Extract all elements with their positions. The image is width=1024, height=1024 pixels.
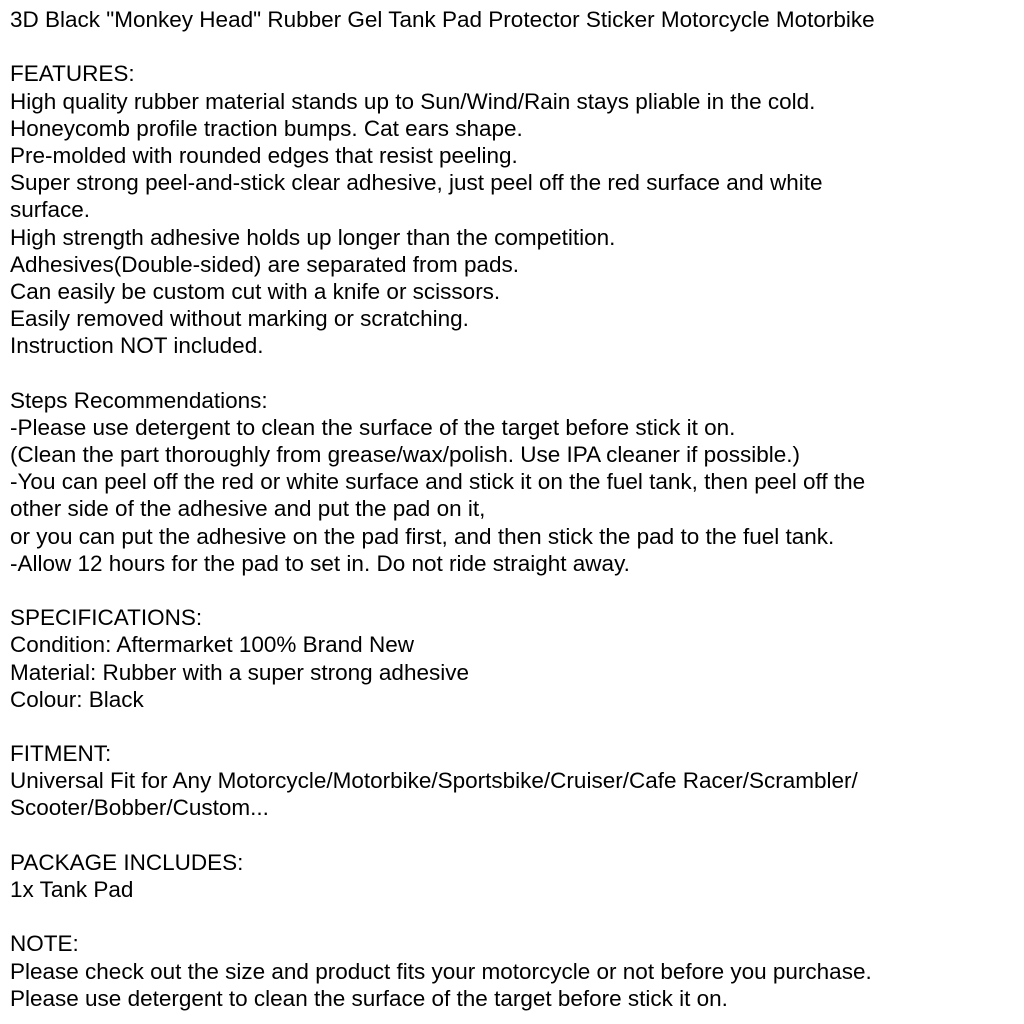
product-title: 3D Black "Monkey Head" Rubber Gel Tank Pad Protector Sticker Motorcycle Motorbike xyxy=(10,7,875,32)
spacer xyxy=(10,33,1020,60)
step-line: -Please use detergent to clean the surface of the target before stick it on. xyxy=(10,414,736,440)
package-section xyxy=(10,849,1020,903)
feature-line: High strength adhesive holds up longer than the competition. xyxy=(10,224,616,250)
spacer xyxy=(10,577,1020,604)
steps-heading: Steps Recommendations: xyxy=(10,387,268,413)
fitment-heading: FITMENT: xyxy=(10,741,112,767)
product-description xyxy=(10,6,1020,1012)
spec-line: Condition: Aftermarket 100% Brand New xyxy=(10,632,414,658)
note-line: Please check out the size and product fits your motorcycle or not before you purchase. xyxy=(10,958,872,984)
features-heading: FEATURES: xyxy=(10,61,135,87)
fitment-line: Universal Fit for Any Motorcycle/Motorbike/Sportsbike/Cruiser/Cafe Racer/Scrambler/ xyxy=(10,768,858,794)
step-line: (Clean the part thoroughly from grease/wax/polish. Use IPA cleaner if possible.) xyxy=(10,442,800,467)
note-heading: NOTE: xyxy=(10,931,79,957)
spec-line: Material: Rubber with a super strong adhesive xyxy=(10,659,469,685)
step-line: -Allow 12 hours for the pad to set in. Do not ride straight away. xyxy=(10,550,630,576)
feature-line: Easily removed without marking or scratching. xyxy=(10,306,469,332)
fitment-line: Scooter/Bobber/Custom... xyxy=(10,795,269,821)
feature-line: Instruction NOT included. xyxy=(10,333,264,359)
steps-section xyxy=(10,387,1020,577)
step-line: or you can put the adhesive on the pad first, and then stick the pad to the fuel tank. xyxy=(10,523,835,549)
step-line: other side of the adhesive and put the pad on it, xyxy=(10,496,486,522)
feature-line: Adhesives(Double-sided) are separated from pads. xyxy=(10,251,520,277)
spacer xyxy=(10,903,1020,930)
specifications-section xyxy=(10,604,1020,713)
note-section xyxy=(10,930,1020,1012)
fitment-section xyxy=(10,740,1020,822)
package-line: 1x Tank Pad xyxy=(10,877,134,902)
feature-line: Can easily be custom cut with a knife or scissors. xyxy=(10,278,501,304)
features-section xyxy=(10,60,1020,359)
feature-line: surface. xyxy=(10,197,91,223)
note-line: Please use detergent to clean the surface of the target before stick it on. xyxy=(10,985,728,1011)
feature-line: Pre-molded with rounded edges that resist peeling. xyxy=(10,142,518,168)
feature-line: Super strong peel-and-stick clear adhesive, just peel off the red surface and white xyxy=(10,170,823,196)
spacer xyxy=(10,822,1020,849)
spacer xyxy=(10,713,1020,740)
feature-line: High quality rubber material stands up to Sun/Wind/Rain stays pliable in the cold. xyxy=(10,88,816,114)
specifications-heading: SPECIFICATIONS: xyxy=(10,605,203,631)
feature-line: Honeycomb profile traction bumps. Cat ears shape. xyxy=(10,115,523,141)
spec-line: Colour: Black xyxy=(10,686,144,712)
package-heading: PACKAGE INCLUDES: xyxy=(10,849,244,875)
step-line: -You can peel off the red or white surface and stick it on the fuel tank, then peel off the xyxy=(10,469,866,495)
spacer xyxy=(10,359,1020,386)
